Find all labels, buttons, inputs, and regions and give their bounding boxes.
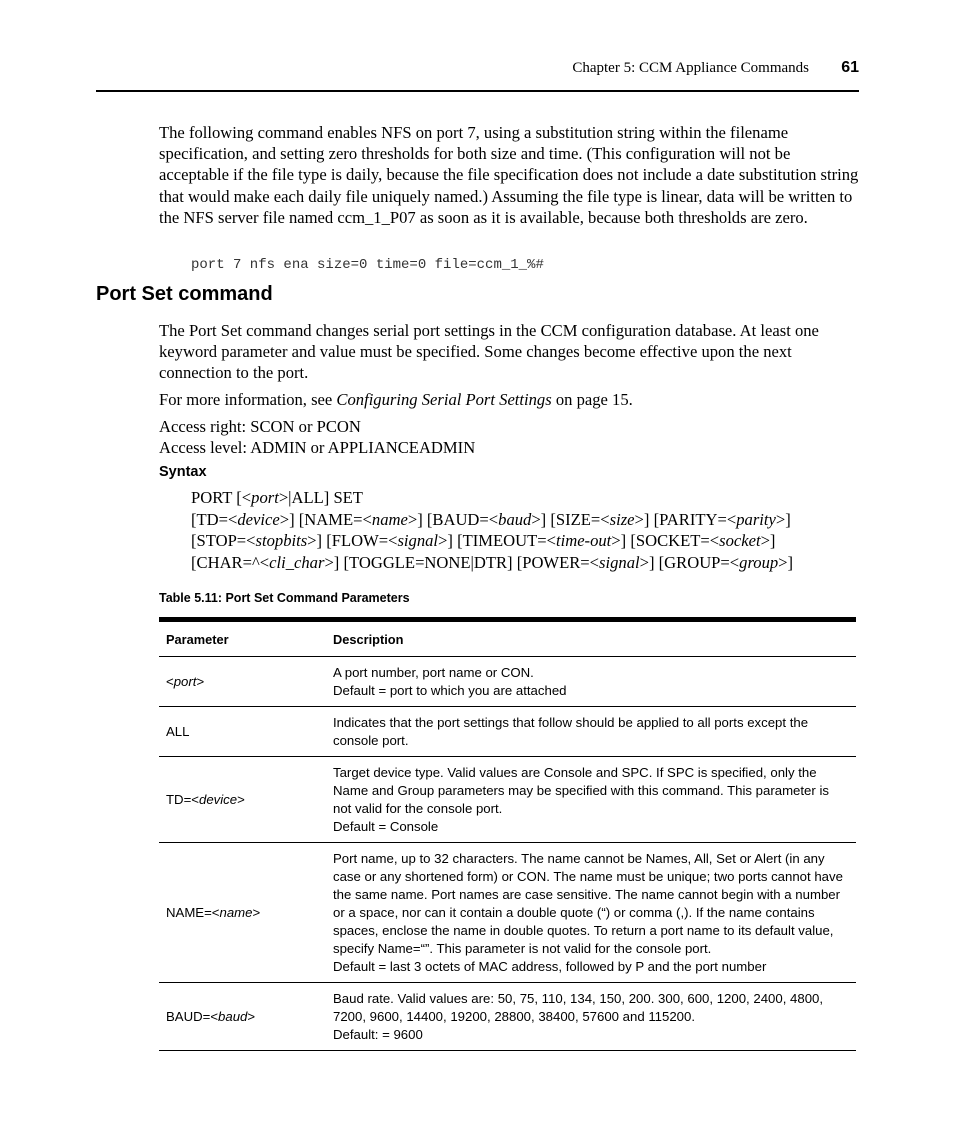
table-row <box>159 707 856 757</box>
intro-paragraph: The following command enables NFS on port 7, using a substitution string within the filename specification, and setting zero thresholds for both size and time. (This configuration will not be acceptable if the file type is daily, because the file specification does not include a date substitution string that would make each daily file uniquely named.) Assuming the file type is linear, data will be written to the NFS server file named ccm_1_P07 as soon as it is available, because both thresholds are zero. <box>159 123 859 227</box>
more-info <box>159 389 859 410</box>
table-row <box>159 757 856 843</box>
access-right: Access right: SCON or PCON <box>159 417 361 436</box>
syntax-heading: Syntax <box>159 464 207 480</box>
column-header-description: Description <box>319 620 856 657</box>
page-header <box>96 0 859 92</box>
section-description: The Port Set command changes serial port settings in the CCM configuration database. At least one keyword parameter and value must be specified. Some changes become effective upon the next connection to the port. <box>159 321 819 383</box>
description-cell: Indicates that the port settings that follow should be applied to all ports except the console port. <box>319 707 856 757</box>
table-row <box>159 983 856 1051</box>
param-cell: TD=<device> <box>159 757 319 843</box>
syntax-line-4: [CHAR=^<cli_char>] [TOGGLE=NONE|DTR] [POWER=<signal>] [GROUP=<group>] <box>191 552 794 572</box>
param-cell: BAUD=<baud> <box>159 983 319 1051</box>
param-cell: ALL <box>159 707 319 757</box>
syntax-line-1: PORT [<port>|ALL] SET <box>191 488 363 507</box>
table-caption: Table 5.11: Port Set Command Parameters <box>159 591 410 605</box>
access-info <box>159 416 859 458</box>
syntax-line-2: [TD=<device>] [NAME=<name>] [BAUD=<baud>] [SIZE=<size>] [PARITY=<parity>] <box>191 509 791 529</box>
description-cell: A port number, port name or CON. Default = port to which you are attached <box>319 657 856 707</box>
description-cell: Target device type. Valid values are Console and SPC. If SPC is specified, only the Name and Group parameters may be specified with this command. This parameter is not valid for the console port. Default = Console <box>319 757 856 843</box>
column-header-parameter: Parameter <box>159 620 319 657</box>
table-row <box>159 843 856 983</box>
description-cell: Baud rate. Valid values are: 50, 75, 110, 134, 150, 200. 300, 600, 1200, 2400, 4800, 7200, 9600, 14400, 19200, 28800, 38400, 57600 and 115200. Default: = 9600 <box>319 983 856 1051</box>
section-title: Port Set command <box>96 283 273 305</box>
more-info-suffix: on page 15. <box>551 390 633 409</box>
page-number: 61 <box>841 59 859 76</box>
access-level: Access level: ADMIN or APPLIANCEADMIN <box>159 438 476 458</box>
more-info-prefix: For more information, see <box>159 390 337 409</box>
syntax-line-3: [STOP=<stopbits>] [FLOW=<signal>] [TIMEOUT=<time-out>] [SOCKET=<socket>] <box>191 531 776 551</box>
param-cell: <port> <box>159 657 319 707</box>
chapter-title: Chapter 5: CCM Appliance Commands <box>572 60 809 76</box>
table-row <box>159 657 856 707</box>
example-command: port 7 nfs ena size=0 time=0 file=ccm_1_%# <box>191 257 544 273</box>
param-cell: NAME=<name> <box>159 843 319 983</box>
description-cell: Port name, up to 32 characters. The name cannot be Names, All, Set or Alert (in any case or any shortened form) or CON. The name must be unique; two ports cannot have the same name. Port names are case sensitive. The name cannot begin with a number or a space, nor can it contain a double quote (“) or comma (,). If the name contains spaces, enclose the name in double quotes. To return a port name to its default value, specify Name=“”. This parameter is not valid for the console port. Default = last 3 octets of MAC address, followed by P and the port number <box>319 843 856 983</box>
more-info-link: Configuring Serial Port Settings <box>336 390 552 409</box>
parameters-table <box>159 617 856 1051</box>
table-header-row <box>159 620 856 657</box>
syntax-block <box>191 487 871 573</box>
